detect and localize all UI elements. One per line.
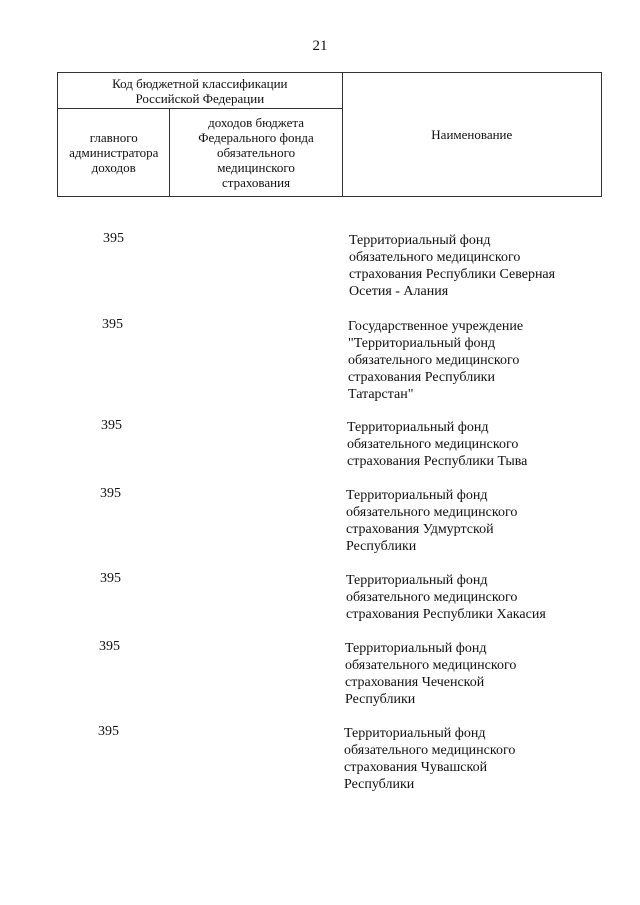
header-cell-line: главного bbox=[89, 130, 138, 145]
entry-name-line: обязательного медицинского bbox=[346, 505, 518, 520]
page-number: 21 bbox=[312, 38, 328, 54]
entry-code: 395 bbox=[103, 231, 124, 246]
header-cell-line: администратора bbox=[69, 145, 159, 160]
entry-name-line: Республики bbox=[344, 777, 415, 792]
entry-name-line: обязательного медицинского bbox=[346, 590, 518, 605]
header-cell-line: обязательного bbox=[216, 145, 296, 160]
entry-name bbox=[345, 640, 585, 708]
entry-name-line: страхования Удмуртской bbox=[346, 522, 494, 537]
entry-code: 395 bbox=[100, 486, 121, 501]
entry-name-line: страхования Чувашской bbox=[344, 760, 488, 775]
entry-name-line: Территориальный фонд bbox=[345, 641, 487, 656]
entry-name bbox=[344, 725, 584, 793]
header-cell-line: Федерального фонда bbox=[198, 130, 314, 145]
entry-name bbox=[346, 487, 586, 555]
entry-name-line: обязательного медицинского bbox=[347, 437, 519, 452]
entry-name-line: страхования Чеченской bbox=[345, 675, 485, 690]
entry-name bbox=[347, 419, 587, 470]
entry-name-line: Татарстан" bbox=[348, 387, 414, 402]
entry-code: 395 bbox=[98, 724, 119, 739]
classification-header-table bbox=[57, 72, 602, 197]
entry-name-line: обязательного медицинского bbox=[349, 250, 521, 265]
entry-code: 395 bbox=[99, 639, 120, 654]
header-cell-line: медицинского bbox=[217, 160, 295, 175]
entry-name-line: страхования Республики bbox=[348, 370, 495, 385]
header-cell-line: доходов bbox=[91, 160, 136, 175]
entry-code: 395 bbox=[102, 317, 123, 332]
name-column-header: Наименование bbox=[342, 73, 601, 197]
entry-name bbox=[346, 572, 586, 623]
header-group-title-line: Российской Федерации bbox=[135, 90, 265, 106]
entry-name-line: Государственное учреждение bbox=[348, 319, 524, 334]
entry-name-line: "Территориальный фонд bbox=[348, 336, 496, 351]
header-group-title-line: Код бюджетной классификации bbox=[112, 75, 288, 91]
header-cell-line: страхования bbox=[222, 175, 291, 190]
budget-classification-code-header bbox=[58, 73, 343, 109]
entry-name bbox=[348, 318, 588, 403]
chief-administrator-column-header bbox=[58, 109, 170, 197]
entry-name-line: страхования Республики Тыва bbox=[347, 454, 528, 469]
entry-code: 395 bbox=[101, 418, 122, 433]
entry-name-line: Республики bbox=[345, 692, 416, 707]
entry-name-line: Территориальный фонд bbox=[346, 488, 488, 503]
entry-name-line: Территориальный фонд bbox=[346, 573, 488, 588]
header-cell-line: доходов бюджета bbox=[208, 115, 304, 130]
entry-name-line: обязательного медицинского bbox=[345, 658, 517, 673]
entry-name-line: страхования Республики Северная bbox=[349, 267, 556, 282]
entry-name-line: Территориальный фонд bbox=[347, 420, 489, 435]
entry-name-line: обязательного медицинского bbox=[348, 353, 520, 368]
entry-name bbox=[349, 232, 589, 300]
entry-name-line: обязательного медицинского bbox=[344, 743, 516, 758]
fund-income-column-header bbox=[170, 109, 342, 197]
entry-name-line: Республики bbox=[346, 539, 417, 554]
entry-code: 395 bbox=[100, 571, 121, 586]
entry-name-line: Территориальный фонд bbox=[349, 233, 491, 248]
entry-name-line: Территориальный фонд bbox=[344, 726, 486, 741]
entry-name-line: страхования Республики Хакасия bbox=[346, 607, 546, 622]
entry-name-line: Осетия - Алания bbox=[349, 284, 449, 299]
